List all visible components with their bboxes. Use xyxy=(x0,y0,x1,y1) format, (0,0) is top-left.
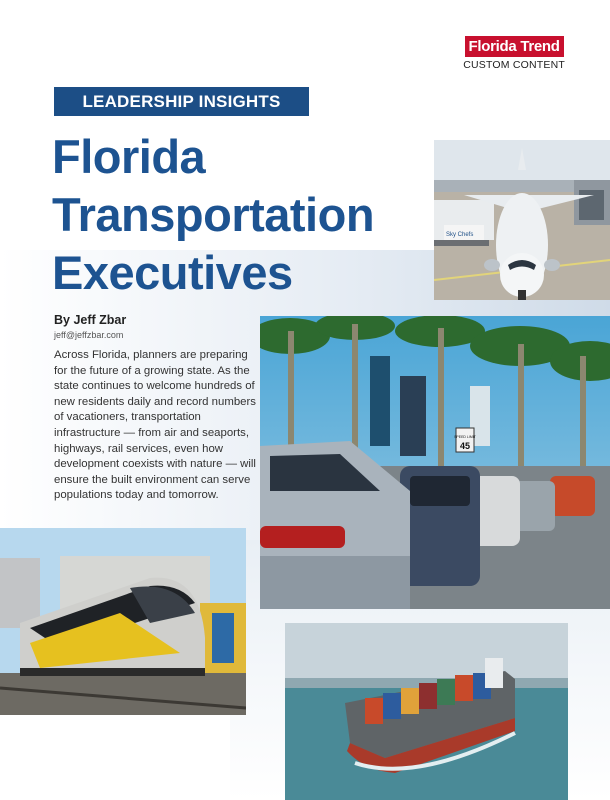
train-photo xyxy=(0,528,246,715)
author-email[interactable]: jeff@jeffzbar.com xyxy=(54,330,124,340)
brand-logo: Florida Trend xyxy=(465,36,564,57)
speed-sign-number: 45 xyxy=(459,441,471,451)
title-line-1: Florida xyxy=(52,130,206,183)
article-title xyxy=(52,128,374,302)
cargo-ship-photo xyxy=(285,623,568,800)
section-tag: LEADERSHIP INSIGHTS xyxy=(54,87,309,116)
catering-truck-label: Sky Chefs xyxy=(446,232,474,238)
traffic-photo xyxy=(260,316,610,609)
speed-sign-label: SPEED LIMIT xyxy=(454,435,476,439)
brand-subtitle: CUSTOM CONTENT xyxy=(463,59,565,71)
author-byline: By Jeff Zbar xyxy=(54,313,127,327)
article-intro: Across Florida, planners are preparing for the future of a growing state. As the state continues to welcome hundreds of new residents daily and record numbers of vacationers, transportation infrastructure — from air and seaports, highways, rail services, even how development coexists with nature — will ensure the built environment can serve populations today and tomorrow. xyxy=(54,349,256,502)
title-line-3: Executives xyxy=(52,246,293,299)
airplane-photo xyxy=(434,140,610,300)
publication-brand xyxy=(463,36,565,71)
title-line-2: Transportation xyxy=(52,188,375,241)
